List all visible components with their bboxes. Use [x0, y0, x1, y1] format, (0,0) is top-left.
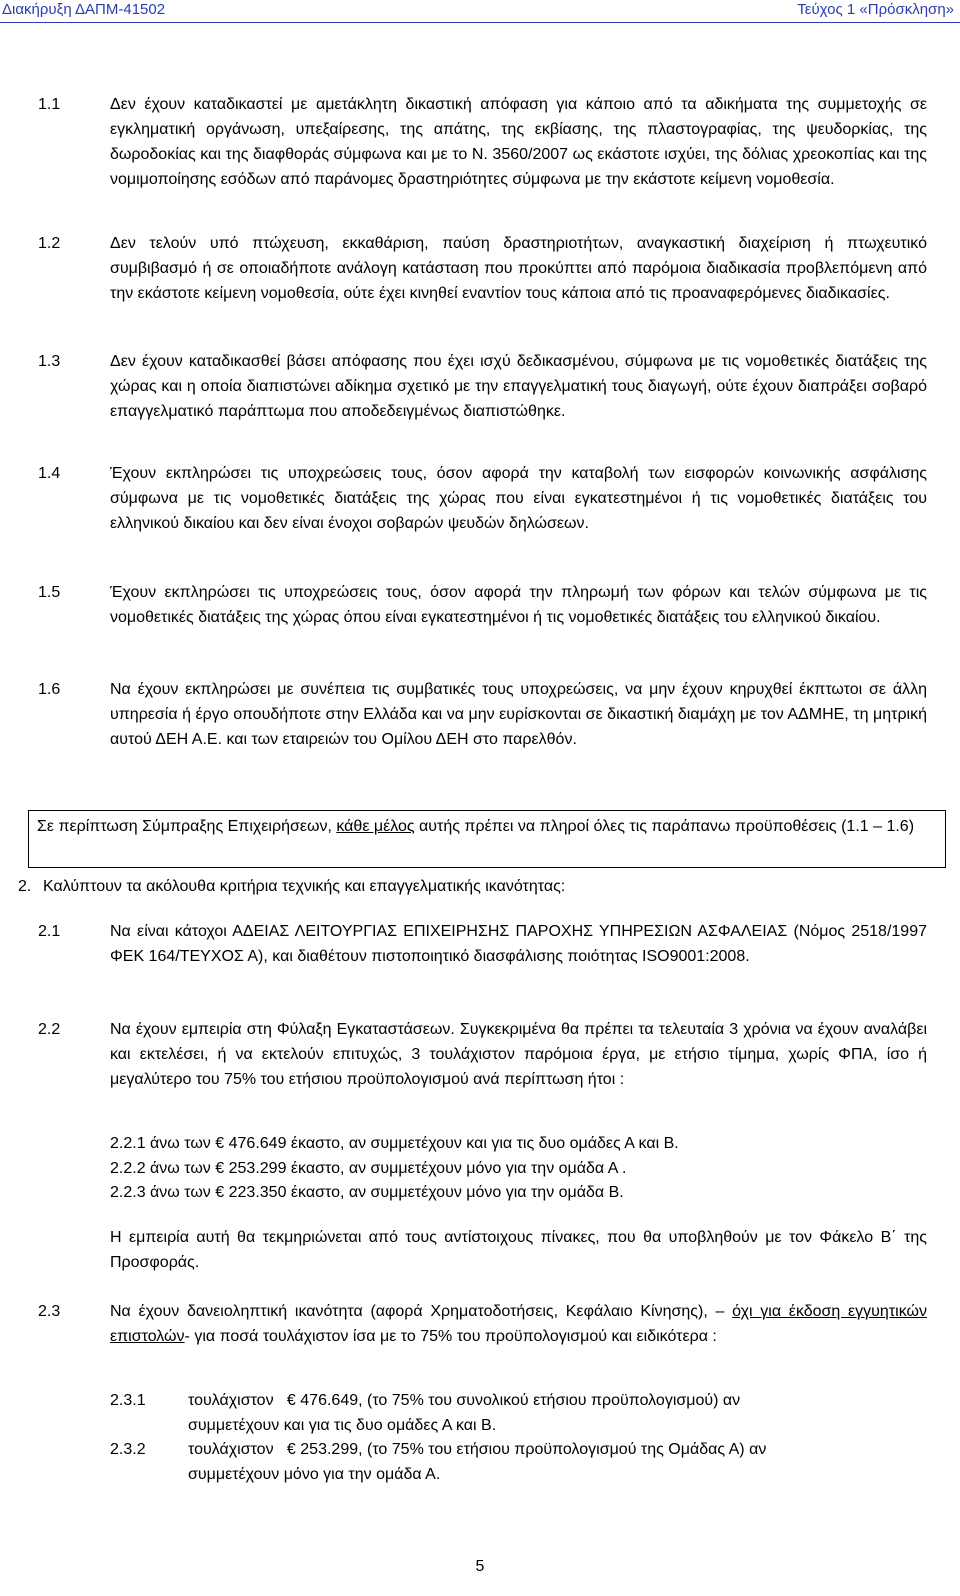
underlined-no-guarantee-letters: όχι για έκδοση εγγυητικών επιστολών — [110, 1303, 928, 1345]
euro-icon: € — [215, 1184, 225, 1201]
consortium-note-box — [28, 810, 946, 868]
euro-icon: € — [286, 1441, 296, 1458]
subitem-2-3-1: τουλάχιστον € 476.649, (το 75% του συνολικού ετήσιου προϋπολογισμού) αν — [188, 1392, 741, 1409]
item-number-2-1: 2.1 — [38, 923, 61, 940]
subitem-2-3-1-cont: συμμετέχουν και για τις δυο ομάδες Α και Β. — [188, 1417, 497, 1434]
item-number-1-1: 1.1 — [38, 96, 61, 113]
subitem-2-2-1: 2.2.1 άνω των € 476.649 έκαστο, αν συμμετέχουν και για τις δυο ομάδες Α και Β. — [110, 1135, 679, 1152]
item-text-1-2: Δεν τελούν υπό πτώχευση, εκκαθάριση, παύση δραστηριοτήτων, αναγκαστική διαχείριση ή πτωχευτικό συμβιβασμό ή σε οποιαδήποτε ανάλογη κατάσταση που προκύπτει από παρόμοια διαδικασία προβλεπόμενη από την εκάστοτε κείμενη νομοθεσία, ούτε έχει κινηθεί εναντίον τους κάποια από τις προαναφερόμενες διαδικασίες. — [110, 235, 927, 302]
item-number-1-2: 1.2 — [38, 235, 61, 252]
euro-icon: € — [215, 1135, 225, 1152]
euro-icon: € — [215, 1160, 225, 1177]
section-title-2: Καλύπτουν τα ακόλουθα κριτήρια τεχνικής και επαγγελματικής ικανότητας: — [43, 878, 566, 895]
item-number-1-6: 1.6 — [38, 681, 61, 698]
item-text-1-6: Να έχουν εκπληρώσει με συνέπεια τις συμβατικές τους υποχρεώσεις, να μην έχουν κηρυχθεί έκπτωτοι σε άλλη υπηρεσία ή έργο οπουδήποτε στην Ελλάδα και να μην ευρίσκονται σε δικαστική διαμάχη με τον ΑΔΜΗΕ, τη μητρική αυτού ΔΕΗ Α.Ε. και των εταιρειών του Ομίλου ΔΕΗ στο παρελθόν. — [110, 681, 927, 748]
item-text-1-3: Δεν έχουν καταδικασθεί βάσει απόφασης που έχει ισχύ δεδικασμένου, σύμφωνα με τις νομοθετικές διατάξεις της χώρας και η οποία διαπιστώνει αδίκημα σχετικό με την επαγγελματική τους διαγωγή, ούτε έχουν διαπράξει σοβαρό επαγγελματικό παράπτωμα που αποδεδειγμένως διαπιστώθηκε. — [110, 353, 927, 420]
page-header — [0, 0, 960, 24]
item-text-1-5: Έχουν εκπληρώσει τις υποχρεώσεις τους, όσον αφορά την πληρωμή των φόρων και τελών σύμφωνα με τις νομοθετικές διατάξεις της χώρας όπου είναι εγκατεστημένοι ή τις νομοθετικές διατάξεις του ελληνικού δικαίου. — [110, 584, 927, 626]
item-text-2-1: Να είναι κάτοχοι ΑΔΕΙΑΣ ΛΕΙΤΟΥΡΓΙΑΣ ΕΠΙΧΕΙΡΗΣΗΣ ΠΑΡΟΧΗΣ ΥΠΗΡΕΣΙΩΝ ΑΣΦΑΛΕΙΑΣ (Νόμος 2518/1997 ΦΕΚ 164/ΤΕΥΧΟΣ Α), και διαθέτουν πιστοποιητικό διασφάλισης ποιότητας ISO9001:2008. — [110, 923, 927, 965]
item-number-1-4: 1.4 — [38, 465, 61, 482]
consortium-note-text: Σε περίπτωση Σύμπραξης Επιχειρήσεων, κάθε μέλος αυτής πρέπει να πληροί όλες τις παράπανω προϋποθέσεις (1.1 – 1.6) — [37, 818, 915, 835]
subitem-2-3-2-cont: συμμετέχουν μόνο για την ομάδα Α. — [188, 1466, 441, 1483]
item-number-2-3: 2.3 — [38, 1303, 61, 1320]
subitem-2-2-3: 2.2.3 άνω των € 223.350 έκαστο, αν συμμετέχουν μόνο για την ομάδα Β. — [110, 1184, 624, 1201]
underlined-each-member: κάθε μέλος — [336, 818, 415, 835]
subitem-2-3-2-number: 2.3.2 — [110, 1441, 146, 1458]
item-number-2-2: 2.2 — [38, 1021, 61, 1038]
header-rule — [0, 22, 960, 23]
item-text-2-2: Να έχουν εμπειρία στη Φύλαξη Εγκαταστάσεων. Συγκεκριμένα θα πρέπει τα τελευταία 3 χρόνια να έχουν αναλάβει και εκτελέσει, ή να εκτελούν επιτυχώς, 3 τουλάχιστον παρόμοια έργα, με ετήσιο τίμημα, χωρίς ΦΠΑ, ίσο ή μεγαλύτερο του 75% του ετήσιου προϋπολογισμού ανά περίπτωση ήτοι : — [110, 1021, 927, 1088]
subitem-2-3-2: τουλάχιστον € 253.299, (το 75% του ετήσιου προϋπολογισμού της Ομάδας Α) αν — [188, 1441, 767, 1458]
section-number-2: 2. — [18, 878, 32, 895]
header-document-id: Διακήρυξη ΔΑΠΜ-41502 — [2, 1, 166, 18]
item-text-1-4: Έχουν εκπληρώσει τις υποχρεώσεις τους, όσον αφορά την καταβολή των εισφορών κοινωνικής ασφάλισης σύμφωνα με τις νομοθετικές διατάξεις της χώρας που είναι εγκατεστημένοι ή τις νομοθετικές διατάξεις του ελληνικού δικαίου και δεν είναι ένοχοι σοβαρών ψευδών δηλώσεων. — [110, 465, 927, 532]
item-number-1-3: 1.3 — [38, 353, 61, 370]
experience-note: Η εμπειρία αυτή θα τεκμηριώνεται από τους αντίστοιχους πίνακες, που θα υποβληθούν με τον Φάκελο Β΄ της Προσφοράς. — [110, 1229, 927, 1271]
header-volume-title: Τεύχος 1 «Πρόσκληση» — [797, 1, 954, 18]
item-text-1-1: Δεν έχουν καταδικαστεί με αμετάκλητη δικαστική απόφαση για κάποιο από τα αδικήματα της συμμετοχής σε εγκληματική οργάνωση, υπεξαίρεσης, της απάτης, της εκβίασης, της πλαστογραφίας, της ψευδορκίας, της δωροδοκίας και της διαφθοράς σύμφωνα και με το Ν. 3560/2007 ως εκάστοτε ισχύει, της δόλιας χρεοκοπίας και της νομιμοποίησης εσόδων από παράνομες δραστηριότητες σύμφωνα με την εκάστοτε κείμενη νομοθεσία. — [110, 96, 927, 188]
euro-icon: € — [286, 1392, 296, 1409]
subitem-2-3-1-number: 2.3.1 — [110, 1392, 146, 1409]
item-number-1-5: 1.5 — [38, 584, 61, 601]
item-text-2-3: Να έχουν δανειοληπτική ικανότητα (αφορά Χρηματοδοτήσεις, Κεφάλαιο Κίνησης), – όχι για έκδοση εγγυητικών επιστολών- για ποσά τουλάχιστον ίσα με το 75% του προϋπολογισμού και ειδικότερα : — [110, 1303, 928, 1345]
page-number: 5 — [475, 1558, 485, 1575]
subitem-2-2-2: 2.2.2 άνω των € 253.299 έκαστο, αν συμμετέχουν μόνο για την ομάδα Α . — [110, 1160, 627, 1177]
